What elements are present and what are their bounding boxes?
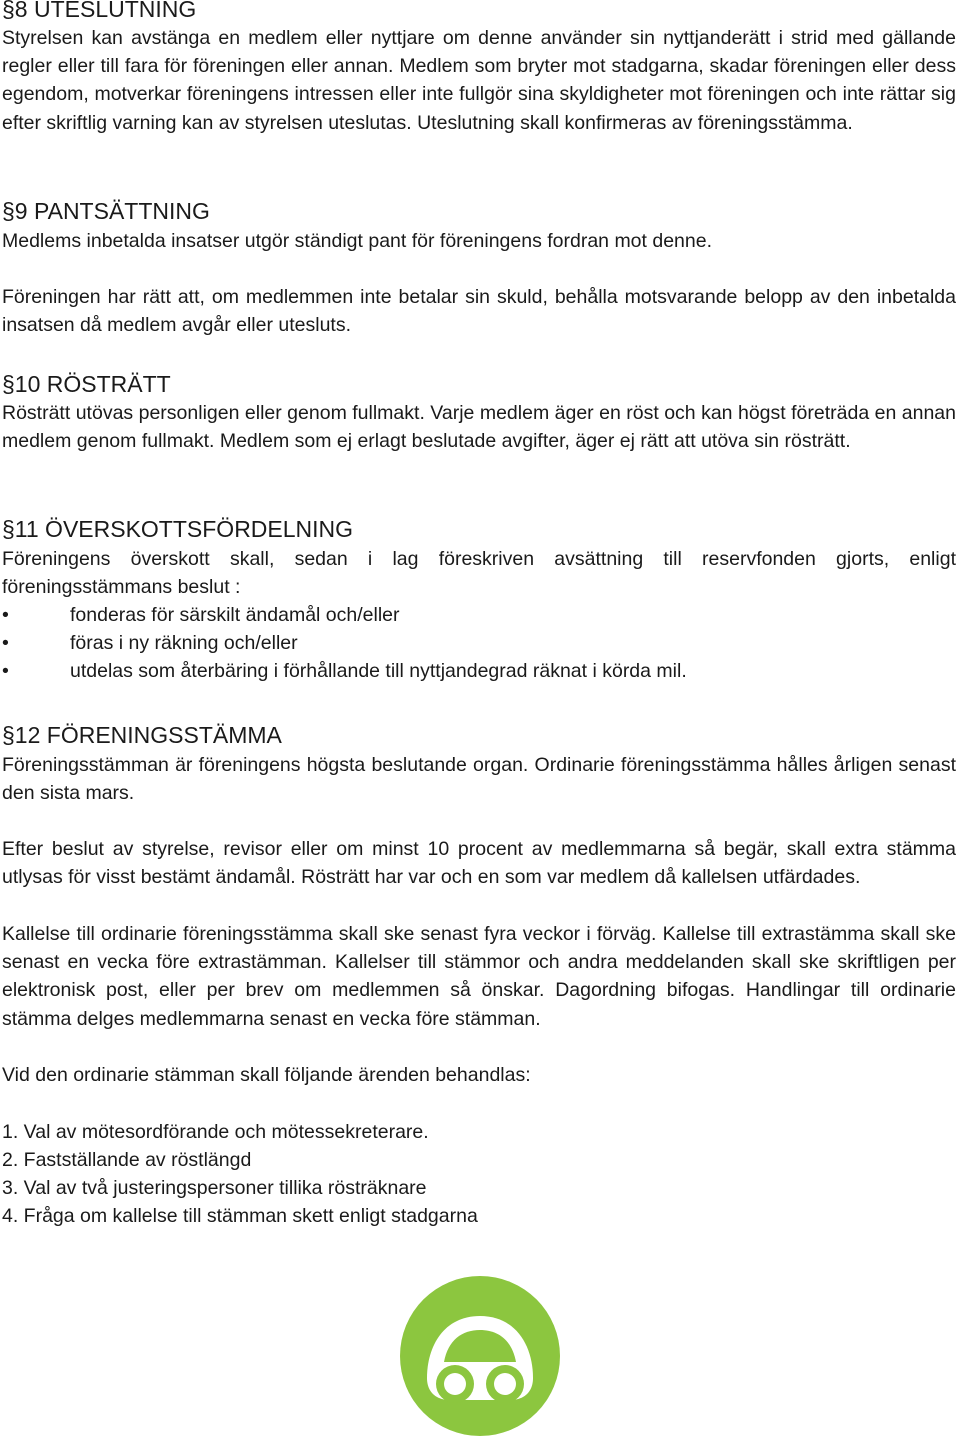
section-10-paragraph: Rösträtt utövas personligen eller genom fullmakt. Varje medlem äger en röst och kan högst företräda en annan medlem genom fullmakt. Medlem som ej erlagt beslutade avgifter, äger ej rätt att utöva sin rösträtt. xyxy=(2,402,956,453)
section-12-paragraph-1: Föreningsstämman är föreningens högsta beslutande organ. Ordinarie föreningsstämma hålles årligen senast den sista mars. xyxy=(2,754,956,805)
section-heading-8: §8 UTESLUTNING xyxy=(2,0,197,22)
section-12-paragraph-2: Efter beslut av styrelse, revisor eller om minst 10 procent av medlemmarna så begär, skall extra stämma utlysas för visst bestämt ändamål. Rösträtt har var och en som var medlem då kallelsen utfärdades. xyxy=(2,838,956,889)
section-9-paragraph-2: Föreningen har rätt att, om medlemmen inte betalar sin skuld, behålla motsvarande belopp av den inbetalda insatsen då medlem avgår eller utesluts. xyxy=(2,286,956,337)
section-8-paragraph: Styrelsen kan avstänga en medlem eller nyttjare om denne använder sin nyttjanderätt i strid med gällande regler eller till fara för föreningen eller annan. Medlem som bryter mot stadgarna, skadar föreningen eller dess egendom, motverkar föreningens intressen eller inte fullgör sina skyldigheter mot föreningen och inte rättar sig efter skriftlig varning kan av styrelsen uteslutas. Uteslutning skall konfirmeras av föreningsstämma. xyxy=(2,27,956,134)
section-heading-9: §9 PANTSÄTTNING xyxy=(2,198,210,224)
section-9-paragraph-1: Medlems inbetalda insatser utgör ständigt pant för föreningens fordran mot denne. xyxy=(2,230,713,252)
wheel-right-hub-icon xyxy=(494,1373,516,1395)
list-item-text: fonderas för särskilt ändamål och/eller xyxy=(70,604,400,626)
bullet-icon: • xyxy=(2,660,9,682)
agenda-item-1: 1. Val av mötesordförande och mötessekreterare. xyxy=(2,1121,429,1143)
car-logo-icon xyxy=(400,1276,560,1436)
bullet-icon: • xyxy=(2,604,9,626)
agenda-item-4: 4. Fråga om kallelse till stämman skett enligt stadgarna xyxy=(2,1205,478,1227)
agenda-item-2: 2. Fastställande av röstlängd xyxy=(2,1149,252,1171)
list-item-text: föras i ny räkning och/eller xyxy=(70,632,298,654)
section-12-paragraph-4: Vid den ordinarie stämman skall följande ärenden behandlas: xyxy=(2,1064,531,1086)
list-item-text: utdelas som återbäring i förhållande till nyttjandegrad räknat i körda mil. xyxy=(70,660,687,682)
section-heading-10: §10 RÖSTRÄTT xyxy=(2,371,171,397)
section-heading-12: §12 FÖRENINGSSTÄMMA xyxy=(2,722,282,748)
section-11-paragraph: Föreningens överskott skall, sedan i lag föreskriven avsättning till reservfonden gjorts, enligt föreningsstämmans beslut : xyxy=(2,548,956,599)
bullet-icon: • xyxy=(2,632,9,654)
agenda-item-3: 3. Val av två justeringspersoner tillika rösträknare xyxy=(2,1177,427,1199)
section-heading-11: §11 ÖVERSKOTTSFÖRDELNING xyxy=(2,516,354,542)
wheel-left-hub-icon xyxy=(444,1373,466,1395)
section-12-paragraph-3: Kallelse till ordinarie föreningsstämma skall ske senast fyra veckor i förväg. Kallelse till extrastämma skall ske senast en vecka före extrastämman. Kallelser till stämmor och andra meddelanden skall ske skriftligen per elektronisk post, eller per brev om medlemmen så önskar. Dagordning bifogas. Handlingar till ordinarie stämma delges medlemmarna senast en vecka före stämman. xyxy=(2,923,956,1030)
